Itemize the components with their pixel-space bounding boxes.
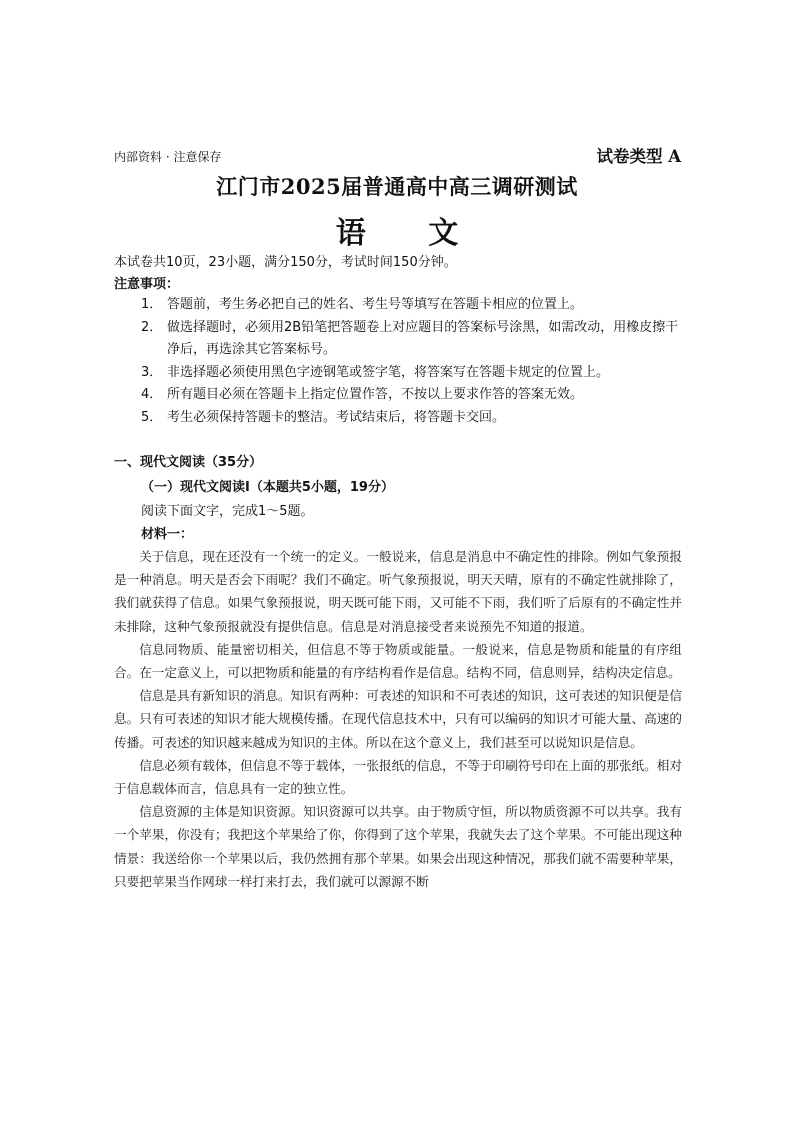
- notice-item: [141, 362, 686, 385]
- notice-item: [141, 384, 686, 407]
- reading-instruction: 阅读下面文字，完成1～5题。: [141, 504, 314, 519]
- notice-text: 答题前，考生务必把自己的姓名、考生号等填写在答题卡相应的位置上。: [167, 297, 584, 312]
- passage-paragraph: 信息资源的主体是知识资源。知识资源可以共享。由于物质守恒，所以物质资源不可以共享。我有一个苹果，你没有；我把这个苹果给了你，你得到了这个苹果，我就失去了这个苹果。不可能出现这种情景：我送给你一个苹果以后，我仍然拥有那个苹果。如果会出现这种情况，那我们就不需要种苹果，只要把苹果当作网球一样打来打去，我们就可以源源不断: [114, 804, 682, 889]
- notice-item: [141, 407, 686, 430]
- notice-text: 做选择题时，必须用2B铅笔把答题卷上对应题目的答案标号涂黑，如需改动，用橡皮擦干净后，再选涂其它答案标号。: [167, 319, 679, 357]
- passage-paragraph: 信息是具有新知识的消息。知识有两种：可表述的知识和不可表述的知识，这可表述的知识便是信息。只有可表述的知识才能大规模传播。在现代信息技术中，只有可以编码的知识才可能大量、高速的传播。可表述的知识越来越成为知识的主体。所以在这个意义上，我们甚至可以说知识是信息。: [114, 688, 682, 750]
- notice-number: 1．: [141, 297, 163, 312]
- notice-item: [141, 294, 686, 317]
- notice-number: 2．: [141, 319, 163, 335]
- section-heading: 一、现代文阅读（35分）: [114, 455, 263, 470]
- passage-paragraph: 信息同物质、能量密切相关，但信息不等于物质或能量。一般说来，信息是物质和能量的有序组合。在一定意义上，可以把物质和能量的有序结构看作是信息。结构不同，信息则异，结构决定信息。: [114, 641, 682, 681]
- notice-number: 5．: [141, 409, 163, 425]
- confidential-label: 内部资料 · 注意保存: [114, 150, 222, 164]
- notice-number: 3．: [141, 364, 163, 380]
- notice-item: [141, 317, 686, 362]
- passage-paragraph: 信息必须有载体，但信息不等于载体，一张报纸的信息，不等于印刷符号印在上面的那张纸。相对于信息载体而言，信息具有一定的独立性。: [114, 757, 682, 797]
- material-heading: 材料一：: [141, 527, 194, 542]
- reading-passage: [114, 545, 682, 893]
- subject-title: 语 文: [335, 216, 485, 251]
- passage-paragraph: 关于信息，现在还没有一个统一的定义。一般说来，信息是消息中不确定性的排除。例如气象预报是一种消息。明天是否会下雨呢？我们不确定。听气象预报说，明天天晴，原有的不确定性就排除了，我们就获得了信息。如果气象预报说，明天既可能下雨，又可能不下雨，我们听了后原有的不确定性并未排除，这种气象预报就没有提供信息。信息是对消息接受者来说预先不知道的报道。: [114, 549, 682, 634]
- page-header: [114, 143, 681, 167]
- notice-list: [141, 294, 686, 429]
- paper-type-label: 试卷类型 A: [596, 147, 681, 166]
- notice-number: 4．: [141, 387, 163, 402]
- notice-text: 非选择题必须使用黑色字迹钢笔或签字笔，将答案写在答题卡规定的位置上。: [167, 364, 610, 380]
- notice-text: 考生必须保持答题卡的整洁。考试结束后，将答题卡交回。: [167, 409, 506, 425]
- notice-heading: 注意事项：: [114, 277, 180, 292]
- exam-title: 江门市2025届普通高中高三调研测试: [216, 174, 578, 199]
- exam-intro: 本试卷共10页，23小题，满分150分，考试时间150分钟。: [114, 255, 457, 270]
- subsection-heading: （一）现代文阅读Ⅰ（本题共5小题，19分）: [141, 480, 394, 495]
- notice-text: 所有题目必须在答题卡上指定位置作答，不按以上要求作答的答案无效。: [167, 387, 584, 402]
